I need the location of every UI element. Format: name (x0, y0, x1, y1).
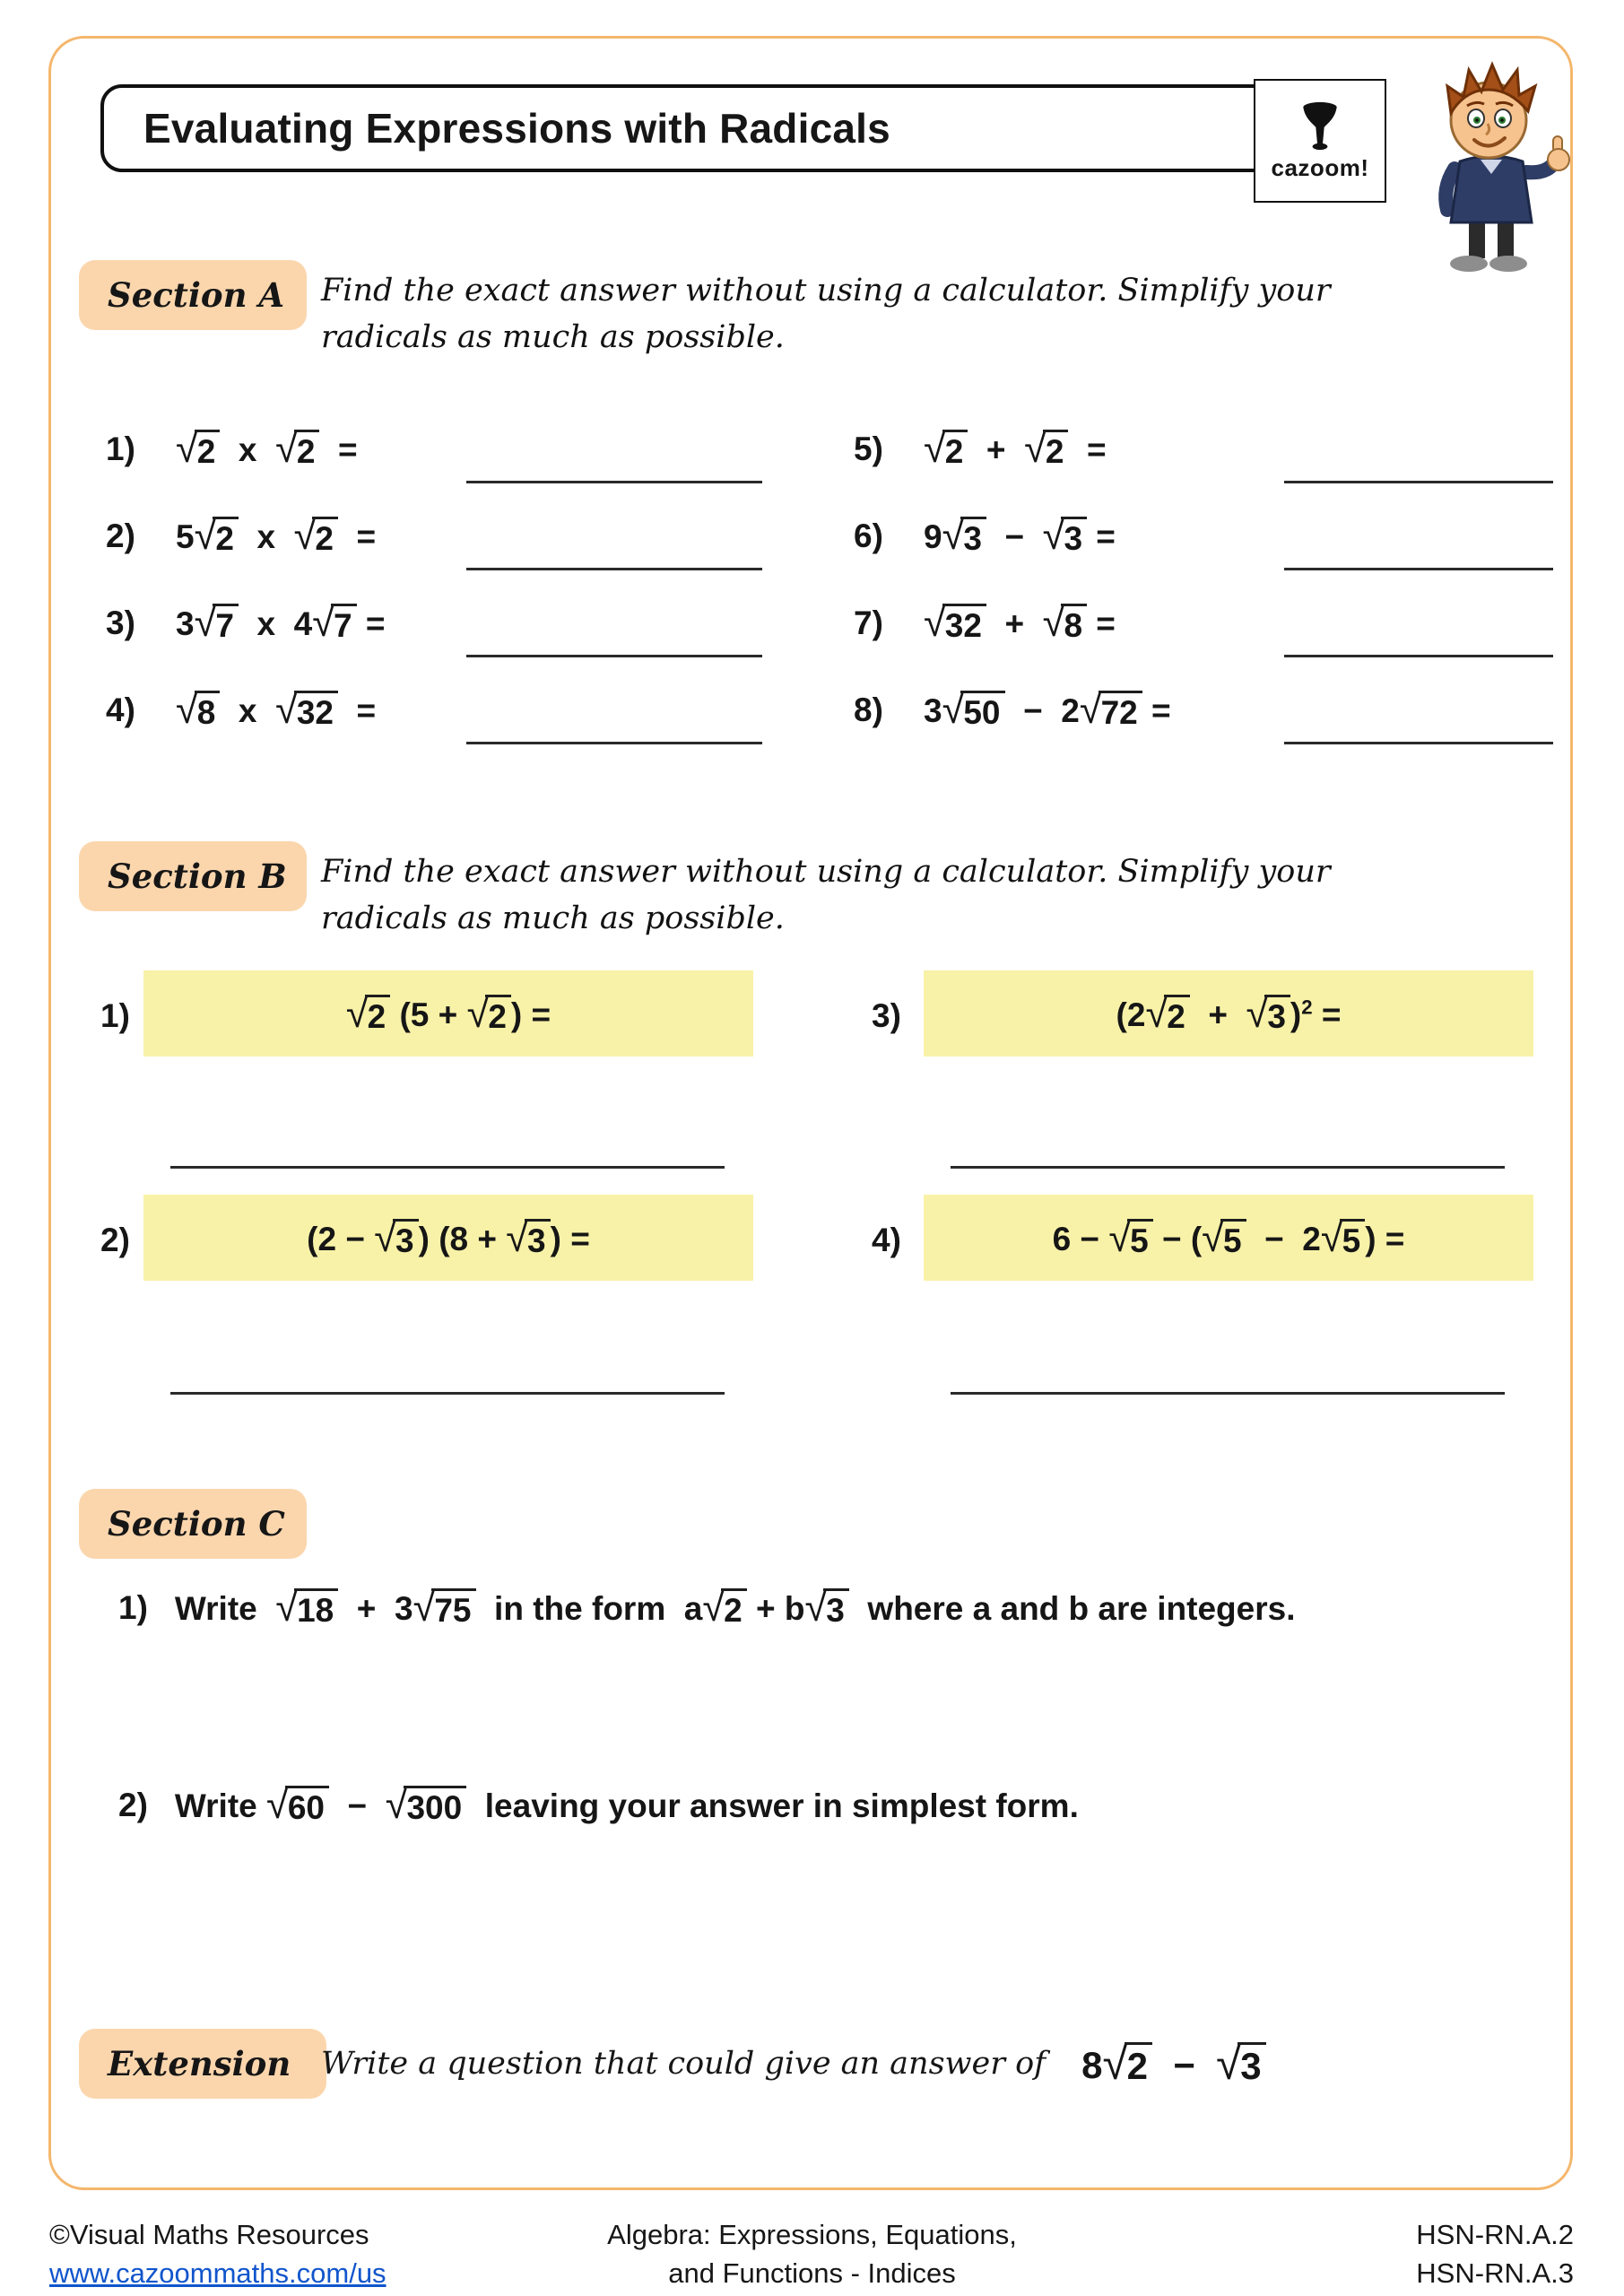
instruction-line: radicals as much as possible. (321, 900, 785, 936)
radical-expression (506, 1213, 550, 1260)
radical-sign: √ (1246, 989, 1269, 1036)
radical-sign: √ (345, 989, 369, 1036)
topic-line: Algebra: Expressions, Equations, (607, 2219, 1017, 2250)
section-a-label: Section A (79, 260, 307, 330)
footer-topic-block (0, 2215, 1624, 2292)
answer-line (170, 1392, 725, 1395)
radicand: 2 (1125, 2042, 1152, 2085)
footer-standards-block (1416, 2215, 1574, 2292)
radicand: 3 (393, 1219, 419, 1257)
logo-text: cazoom! (1271, 153, 1369, 181)
problem-row (854, 405, 1553, 492)
radical-sign: √ (1145, 989, 1168, 1036)
problem-expression: 3 √ 50 − 2 √ 72 = (924, 686, 1171, 732)
problem-number: 6) (854, 517, 883, 554)
title-box (100, 84, 1385, 172)
radicand: 3 (960, 517, 986, 555)
radicand: 2 (294, 430, 320, 468)
cazoom-logo (1254, 79, 1386, 203)
radicand: 300 (404, 1786, 466, 1824)
radical-expression (413, 1584, 476, 1630)
radical-sign: √ (1320, 1213, 1343, 1260)
radicand: 2 (485, 995, 511, 1033)
radical-expression (176, 686, 220, 732)
radical-sign: √ (176, 425, 198, 471)
answer-line (170, 1166, 725, 1169)
problem-expression: (2 √ 2 + √ 3 )$^2$ = (1116, 989, 1342, 1036)
problem-expression: √ 2 (5 + √ 2 ) = (345, 989, 551, 1036)
radical-sign: √ (942, 686, 965, 732)
drum-icon (1295, 100, 1345, 152)
radicand: 3 (1238, 2042, 1265, 2085)
highlighted-problem-box (143, 1195, 753, 1281)
problem-number: 2) (106, 517, 135, 554)
radical-expression (1216, 2037, 1265, 2089)
radical-expression (374, 1213, 418, 1260)
problem-number: 4) (106, 691, 135, 728)
radical-sign: √ (385, 1781, 408, 1827)
radical-expression (924, 425, 968, 471)
answer-line (466, 655, 762, 657)
radical-sign: √ (702, 1584, 725, 1630)
answer-line (1284, 742, 1553, 744)
radical-expression (1042, 599, 1087, 645)
problem-row (854, 579, 1553, 666)
extension-instruction: Write a question that could give an answer of (321, 2046, 1046, 2082)
problem-expression: Write √ 18 + 3 √ 75 in the form a √ 2 + b √ 3 where a and b are integers. (174, 1584, 1296, 1630)
problem-number: 5) (854, 430, 883, 467)
radical-sign: √ (1216, 2037, 1242, 2089)
section-b-label: Section B (79, 841, 307, 911)
problem-number: 1) (106, 430, 135, 467)
radical-sign: √ (924, 425, 946, 471)
radicand: 2 (721, 1588, 747, 1627)
problem-expression: 9 √ 3 − √ 3 = (924, 512, 1116, 558)
standard-code: HSN-RN.A.3 (1416, 2257, 1574, 2289)
radical-expression (1102, 2037, 1151, 2089)
radicand: 7 (213, 604, 239, 642)
radical-sign: √ (293, 512, 317, 558)
page-footer (0, 2215, 1624, 2296)
radical-sign: √ (942, 512, 965, 558)
problem-row (106, 666, 762, 753)
radical-expression (194, 512, 239, 558)
radical-sign: √ (466, 989, 490, 1036)
problem-expression: 3 √ 7 x 4 √ 7 = (176, 599, 386, 645)
radical-sign: √ (1024, 425, 1046, 471)
radicand: 5 (1127, 1219, 1153, 1257)
answer-line (951, 1392, 1505, 1395)
radical-expression (275, 686, 338, 732)
radicand: 8 (195, 691, 221, 729)
radicand: 72 (1099, 691, 1142, 729)
radical-sign: √ (275, 1584, 299, 1630)
highlighted-problem-box (924, 970, 1533, 1057)
answer-line (466, 481, 762, 483)
radicand: 3 (1061, 517, 1087, 555)
radicand: 18 (294, 1588, 338, 1627)
section-b-instruction (321, 848, 1331, 942)
radicand: 2 (195, 430, 221, 468)
radical-expression (1145, 989, 1189, 1036)
answer-line (1284, 481, 1553, 483)
radicand: 50 (960, 691, 1004, 729)
radical-sign: √ (1042, 512, 1065, 558)
problem-expression: √ 2 x √ 2 = (176, 425, 358, 471)
problem-row (854, 492, 1553, 579)
copyright-text: ©Visual Maths Resources (49, 2219, 369, 2250)
problem-number: 3) (106, 604, 135, 641)
radical-expression (275, 425, 319, 471)
radical-expression (293, 512, 338, 558)
radical-sign: √ (374, 1213, 397, 1260)
radical-sign: √ (1102, 2037, 1128, 2089)
radical-expression (1079, 686, 1142, 732)
radicand: 32 (942, 604, 986, 642)
radical-sign: √ (275, 425, 298, 471)
radical-sign: √ (176, 686, 198, 732)
extension-label: Extension (79, 2029, 326, 2099)
problem-number: 3) (872, 997, 901, 1034)
radical-sign: √ (312, 599, 334, 645)
radical-sign: √ (194, 599, 217, 645)
instruction-line: Find the exact answer without using a calculator. Simplify your (321, 854, 1331, 890)
radicand: 5 (1220, 1219, 1246, 1257)
radicand: 3 (525, 1219, 551, 1257)
answer-line (466, 568, 762, 570)
problem-number: 2) (100, 1222, 130, 1258)
radicand: 2 (312, 517, 338, 555)
extension-row (321, 2029, 1266, 2099)
radicand: 2 (1164, 995, 1190, 1033)
problem-row (106, 492, 762, 579)
radical-sign: √ (1079, 686, 1102, 732)
problem-expression: √ 2 + √ 2 = (924, 425, 1107, 471)
radical-expression (176, 425, 220, 471)
radical-expression (942, 512, 986, 558)
radical-expression (194, 599, 239, 645)
problem-number: 2) (118, 1786, 148, 1823)
radical-expression (275, 1584, 338, 1630)
radical-expression (466, 989, 511, 1036)
section-c-label: Section C (79, 1489, 307, 1559)
mascot-boy-image (1395, 50, 1587, 283)
answer-line (466, 742, 762, 744)
problem-expression: 6 − √ 5 − ( √ 5 − 2 √ 5 ) = (1052, 1213, 1405, 1260)
radical-expression (1202, 1213, 1246, 1260)
problem-number: 4) (872, 1222, 901, 1258)
radicand: 75 (431, 1588, 475, 1627)
exponent: 2 (1301, 996, 1313, 1019)
radical-expression (1108, 1213, 1152, 1260)
radical-sign: √ (1042, 599, 1065, 645)
section-a-right-column (854, 405, 1553, 753)
radicand: 8 (1061, 604, 1087, 642)
problem-expression: Write √ 60 − √ 300 leaving your answer in simplest form. (174, 1781, 1079, 1827)
radical-expression (942, 686, 1005, 732)
problem-number: 1) (118, 1588, 148, 1626)
extension-expression: 8 √ 2 − √ 3 (1081, 2041, 1266, 2087)
radicand: 2 (942, 430, 968, 468)
answer-line (1284, 655, 1553, 657)
instruction-line: Find the exact answer without using a calculator. Simplify your (321, 273, 1331, 309)
radical-expression (312, 599, 356, 645)
radical-expression (1246, 989, 1290, 1036)
problem-number: 1) (100, 997, 130, 1034)
radicand: 2 (1043, 430, 1069, 468)
highlighted-problem-box (924, 1195, 1533, 1281)
radical-expression (1024, 425, 1068, 471)
cazoom-link[interactable]: www.cazoommaths.com/us (49, 2257, 386, 2289)
problem-expression: √ 32 + √ 8 = (924, 599, 1116, 645)
radical-expression (345, 989, 390, 1036)
mascot-boy-drawing (1395, 50, 1587, 283)
answer-line (951, 1166, 1505, 1169)
problem-expression: 5 √ 2 x √ 2 = (176, 512, 377, 558)
radical-expression (385, 1781, 467, 1827)
problem-row (118, 1781, 1079, 1827)
problem-expression: (2 − √ 3 ) (8 + √ 3 ) = (307, 1213, 590, 1260)
radicand: 5 (1340, 1219, 1366, 1257)
radicand: 2 (365, 995, 391, 1033)
radical-sign: √ (924, 599, 946, 645)
section-a-instruction (321, 267, 1331, 361)
problem-row (106, 579, 762, 666)
radical-expression (702, 1584, 746, 1630)
problem-row (118, 1584, 1296, 1630)
radicand: 32 (294, 691, 338, 729)
radical-sign: √ (275, 686, 298, 732)
radicand: 3 (823, 1588, 849, 1627)
highlighted-problem-box (143, 970, 753, 1057)
radical-sign: √ (266, 1781, 289, 1827)
problem-expression: √ 8 x √ 32 = (176, 686, 377, 732)
section-a-left-column (106, 405, 762, 753)
radical-expression (1042, 512, 1087, 558)
radicand: 7 (331, 604, 357, 642)
radical-sign: √ (1202, 1213, 1224, 1260)
problem-row (106, 405, 762, 492)
page-title: Evaluating Expressions with Radicals (143, 105, 890, 152)
instruction-line: radicals as much as possible. (321, 319, 785, 355)
radical-sign: √ (804, 1584, 828, 1630)
radical-expression (266, 1781, 329, 1827)
standard-code: HSN-RN.A.2 (1416, 2219, 1574, 2250)
topic-line: and Functions - Indices (668, 2257, 956, 2289)
radicand: 2 (213, 517, 239, 555)
radical-sign: √ (194, 512, 217, 558)
answer-line (1284, 568, 1553, 570)
problem-number: 7) (854, 604, 883, 641)
radical-sign: √ (506, 1213, 529, 1260)
radical-expression (924, 599, 986, 645)
radical-expression (804, 1584, 849, 1630)
radical-sign: √ (1108, 1213, 1132, 1260)
radicand: 60 (285, 1786, 329, 1824)
radical-sign: √ (413, 1584, 436, 1630)
radicand: 3 (1264, 995, 1290, 1033)
radical-expression (1320, 1213, 1365, 1260)
problem-number: 8) (854, 691, 883, 728)
problem-row (854, 666, 1553, 753)
